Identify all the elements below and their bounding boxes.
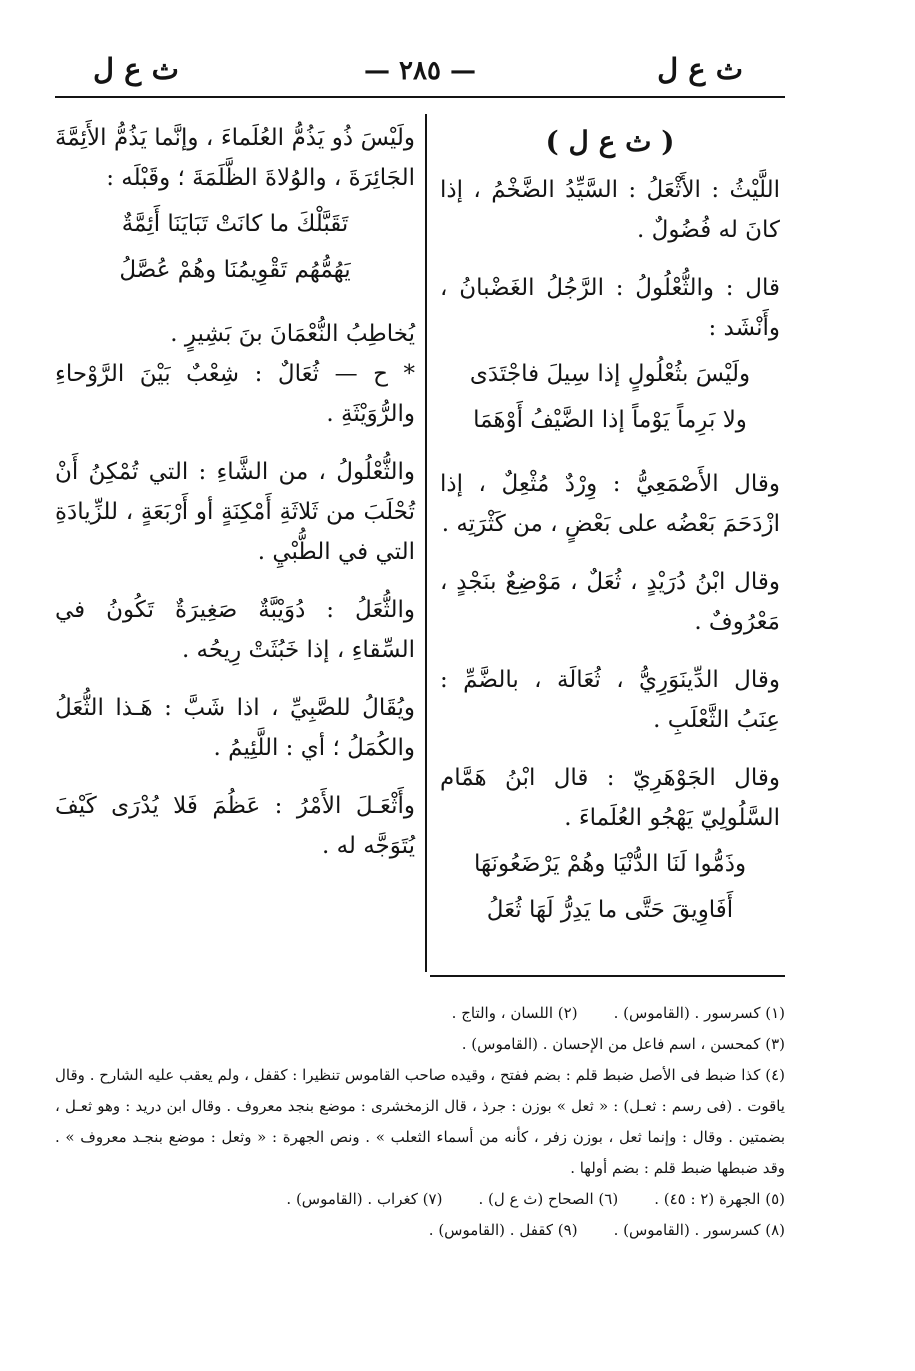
footnote: (٢) اللسان ، والتاج . bbox=[451, 1004, 578, 1022]
footnote-row bbox=[55, 1215, 785, 1246]
entry-paragraph: والثُّعَلُ : دُوَيْبَّةٌ صَغِيرَةٌ تَكُونُ في السِّقاءِ ، إذا خَبُثَتْ رِيحُه . bbox=[55, 597, 415, 663]
running-head-left: ث ع ل bbox=[93, 52, 179, 86]
footnote: (٨) كسرسور . (القاموس) . bbox=[613, 1221, 785, 1239]
entry-paragraph: يُخاطِبُ النُّعْمَانَ بنَ بَشِيرٍ . bbox=[170, 321, 415, 347]
entry-paragraph: وأَثْعَـلَ الأَمْرُ : عَظُمَ فَلا يُدْرَى كَيْفَ يُتَوَجَّه له . bbox=[55, 793, 415, 859]
verse-line: أَفَاوِيقَ حَتَّى ما يَدِرُّ لَهَا ثُعَلُ bbox=[486, 897, 734, 923]
entry-paragraph: والثُّعْلُولُ ، من الشَّاءِ : التي تُمْكِنُ أَنْ تُحْلَبَ من ثَلاثَةِ أَمْكِنَةٍ أو أَرْبَعَةٍ ، للزِّيادَةِ التي في الطُّبْيِ . bbox=[55, 459, 415, 565]
footnote: (١) كسرسور . (القاموس) . bbox=[613, 1004, 785, 1022]
entry-paragraph: * ح — ثُعَالٌ : شِعْبٌ بَيْنَ الرَّوْحاءِ والرُّوَيْثَةِ . bbox=[55, 361, 415, 427]
footnote: (٣) كمحسن ، اسم فاعل من الإحسان . (القاموس) . bbox=[461, 1035, 785, 1053]
entry-paragraph: ويُقَالُ للصَّبِيِّ ، اذا شَبَّ : هَـذا الثُّعَلُ والكُمَلُ ؛ أي : اللَّئِيمُ . bbox=[55, 695, 415, 761]
left-column bbox=[55, 118, 415, 866]
footnote: (٤) كذا ضبط فى الأصل ضبط قلم : بضم ففتح ، وقيده صاحب القاموس تنظيرا : كقفل ، ولم يعقب عليه الشارح . وقال ياقوت . (فى رسم : ثعـل) : « ثعل » بوزن : جرذ ، قال الزمخشرى : موضع بنجد معروف . وقال ابن دريد : وهو ثعـل ، بضمتين . وقال : وإنما ثعل ، بوزن زفر ، كأنه من أسماء الثعلب » . ونص الجهرة : « وثعل : موضع بنجـد معروف » . وقد ضبطها ضبط قلم : بضم أولها . bbox=[55, 1066, 785, 1177]
footnote: (٧) كغراب . (القاموس) . bbox=[286, 1190, 443, 1208]
entry-paragraph: وقال ابْنُ دُرَيْدٍ ، ثُعَلٌ ، مَوْضِعٌ بنَجْدٍ ، مَعْرُوفٌ . bbox=[440, 569, 780, 635]
right-column bbox=[440, 122, 780, 936]
footnote-row bbox=[55, 998, 785, 1029]
header-rule bbox=[55, 96, 785, 98]
column-divider bbox=[425, 114, 427, 972]
footnote: (٦) الصحاح (ث ع ل) . bbox=[478, 1190, 619, 1208]
verse-line: ولَيْسَ بثُعْلُولٍ إذا سِيلَ فاجْتَدَى bbox=[469, 361, 751, 387]
verse-line: تَقَبَّلْكَ ما كانَتْ تَبَايَنَا أَئِمَّةٌ bbox=[121, 211, 349, 237]
section-title: ( ث ع ل ) bbox=[545, 125, 675, 158]
entry-paragraph: وقال الدِّينَوَرِيُّ ، ثُعَالَة ، بالضَّمِّ : عِنَبُ الثَّعْلَبِ . bbox=[440, 667, 780, 733]
footnote-rule bbox=[430, 975, 785, 977]
footnotes bbox=[55, 998, 785, 1246]
page-number: — ٢٨٥ — bbox=[363, 56, 477, 86]
entry-paragraph: وقال الأَصْمَعِيُّ : وِرْدٌ مُثْعِلٌ ، إذا ازْدَحَمَ بَعْضُه على بَعْضٍ ، من كَثْرَتِه . bbox=[440, 471, 780, 537]
page-header bbox=[55, 52, 785, 92]
footnote-row bbox=[55, 1184, 785, 1215]
running-head-right: ث ع ل bbox=[657, 52, 743, 86]
entry-paragraph: قال : والثُّعْلُولُ : الرَّجُلُ الغَضْبانُ ، وأَنْشَد : bbox=[440, 275, 780, 341]
verse-line: وذَمُّوا لَنَا الدُّنْيَا وهُمْ يَرْضَعُونَهَا bbox=[473, 851, 747, 877]
verse-line: يَهُمُّهُم تَقْوِيمُنَا وهُمْ عُصَّلُ bbox=[119, 257, 351, 283]
footnote: (٥) الجهرة (٢ : ٤٥) . bbox=[654, 1190, 785, 1208]
entry-paragraph: ولَيْسَ ذُو يَذُمُّ العُلَماءَ ، وإنَّما يَذُمُّ الأَئِمَّةَ الجَائِرَةَ ، والوُلاةَ الظَّلَمَةَ ؛ وقَبْلَه : bbox=[55, 125, 415, 191]
verse-line: ولا بَرِماً يَوْماً إذا الضَّيْفُ أَوْهَمَا bbox=[473, 407, 747, 433]
entry-paragraph: اللَّيْثُ : الأَثْعَلُ : السَّيِّدُ الضَّخْمُ ، إذا كانَ له فُضُولٌ . bbox=[440, 177, 780, 243]
entry-paragraph: وقال الجَوْهَرِيّ : قال ابْنُ هَمَّام السَّلُولِيّ يَهْجُو العُلَماءَ . bbox=[440, 765, 780, 831]
footnote: (٩) كقفل . (القاموس) . bbox=[428, 1221, 578, 1239]
